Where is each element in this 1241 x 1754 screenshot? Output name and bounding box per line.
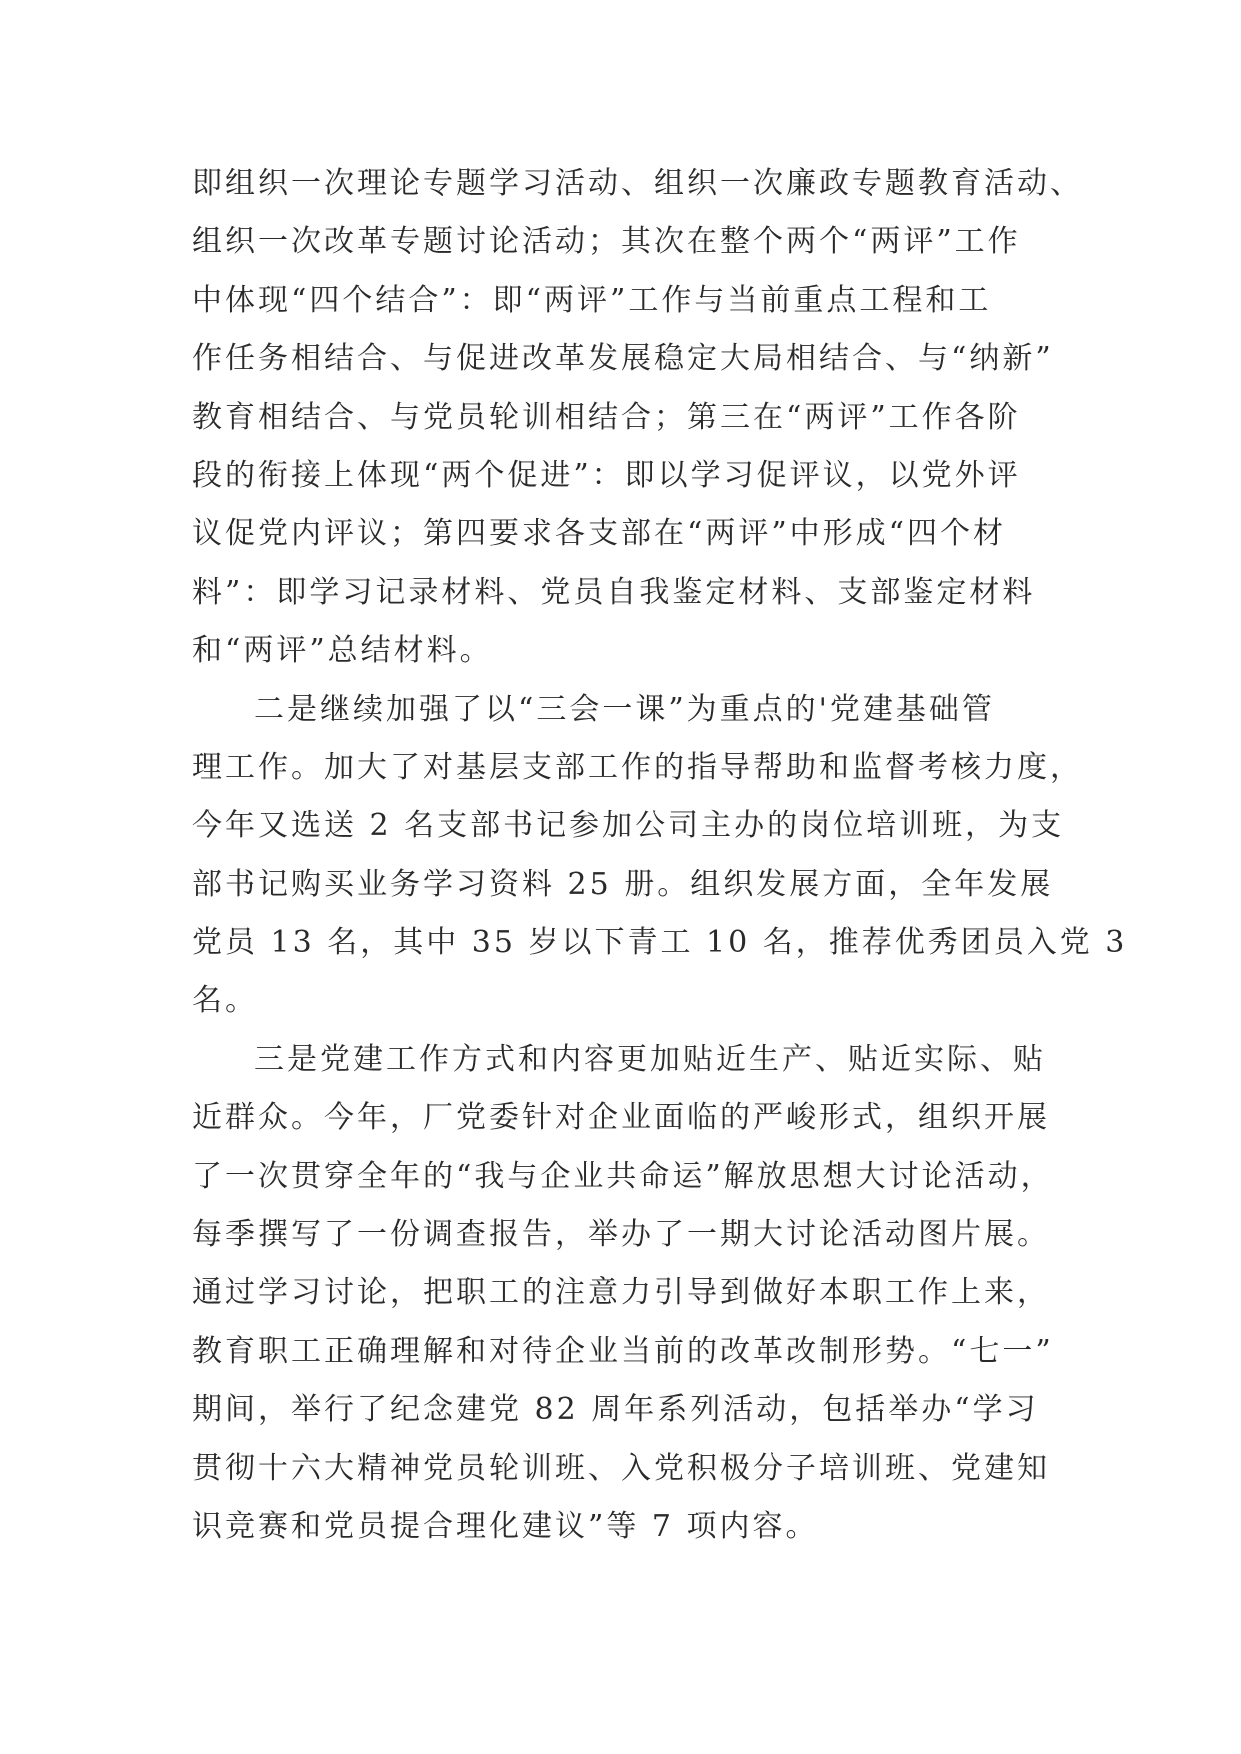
- document-body: [192, 155, 1128, 1556]
- paragraph-work-methods: [192, 1031, 1092, 1557]
- text-line: 近群众。今年，厂党委针对企业面临的严峻形式，组织开展: [192, 1100, 1050, 1136]
- text-line: 期间，举行了纪念建党 82 周年系列活动，包括举办“学习: [192, 1392, 1039, 1428]
- text-line: 识竞赛和党员提合理化建议”等 7 项内容。: [192, 1508, 819, 1544]
- text-line: 每季撰写了一份调查报告，举办了一期大讨论活动图片展。: [192, 1217, 1050, 1253]
- text-line: 通过学习讨论，把职工的注意力引导到做好本职工作上来，: [192, 1275, 1050, 1311]
- text-line: 名。: [192, 983, 258, 1019]
- text-line: 段的衔接上体现“两个促进”：即以学习促评议，以党外评: [192, 457, 1021, 493]
- text-line: 中体现“四个结合”：即“两评”工作与当前重点工程和工: [192, 282, 992, 318]
- text-line: 三是党建工作方式和内容更加贴近生产、贴近实际、贴: [254, 1041, 1046, 1077]
- text-line: 教育职工正确理解和对待企业当前的改革改制形势。“七一”: [192, 1333, 1054, 1369]
- text-line: 了一次贯穿全年的“我与企业共命运”解放思想大讨论活动，: [192, 1158, 1054, 1194]
- text-line: 即组织一次理论专题学习活动、组织一次廉政专题教育活动、: [192, 166, 1083, 201]
- text-line: 贯彻十六大精神党员轮训班、入党积极分子培训班、党建知: [192, 1450, 1050, 1486]
- text-line: 议促党内评议；第四要求各支部在“两评”中形成“四个材: [192, 516, 1007, 552]
- text-line: 二是继续加强了以“三会一课”为重点的'党建基础管: [254, 691, 995, 727]
- text-line: 料”：即学习记录材料、党员自我鉴定材料、支部鉴定材料: [192, 574, 1036, 610]
- text-line: 今年又选送 2 名支部书记参加公司主办的岗位培训班，为支: [192, 808, 1065, 844]
- text-line: 部书记购买业务学习资料 25 册。组织发展方面，全年发展: [192, 866, 1054, 902]
- paragraph-continuation: [192, 155, 1092, 681]
- paragraph-party-building-management: [192, 681, 1128, 1031]
- text-line: 党员 13 名，其中 35 岁以下青工 10 名，推荐优秀团员入党 3: [192, 925, 1128, 961]
- text-line: 组织一次改革专题讨论活动；其次在整个两个“两评”工作: [192, 224, 1021, 260]
- text-line: 理工作。加大了对基层支部工作的指导帮助和监督考核力度，: [192, 749, 1083, 785]
- text-line: 教育相结合、与党员轮训相结合；第三在“两评”工作各阶: [192, 399, 1021, 435]
- text-line: 作任务相结合、与促进改革发展稳定大局相结合、与“纳新”: [192, 341, 1054, 377]
- text-line: 和“两评”总结材料。: [192, 633, 493, 669]
